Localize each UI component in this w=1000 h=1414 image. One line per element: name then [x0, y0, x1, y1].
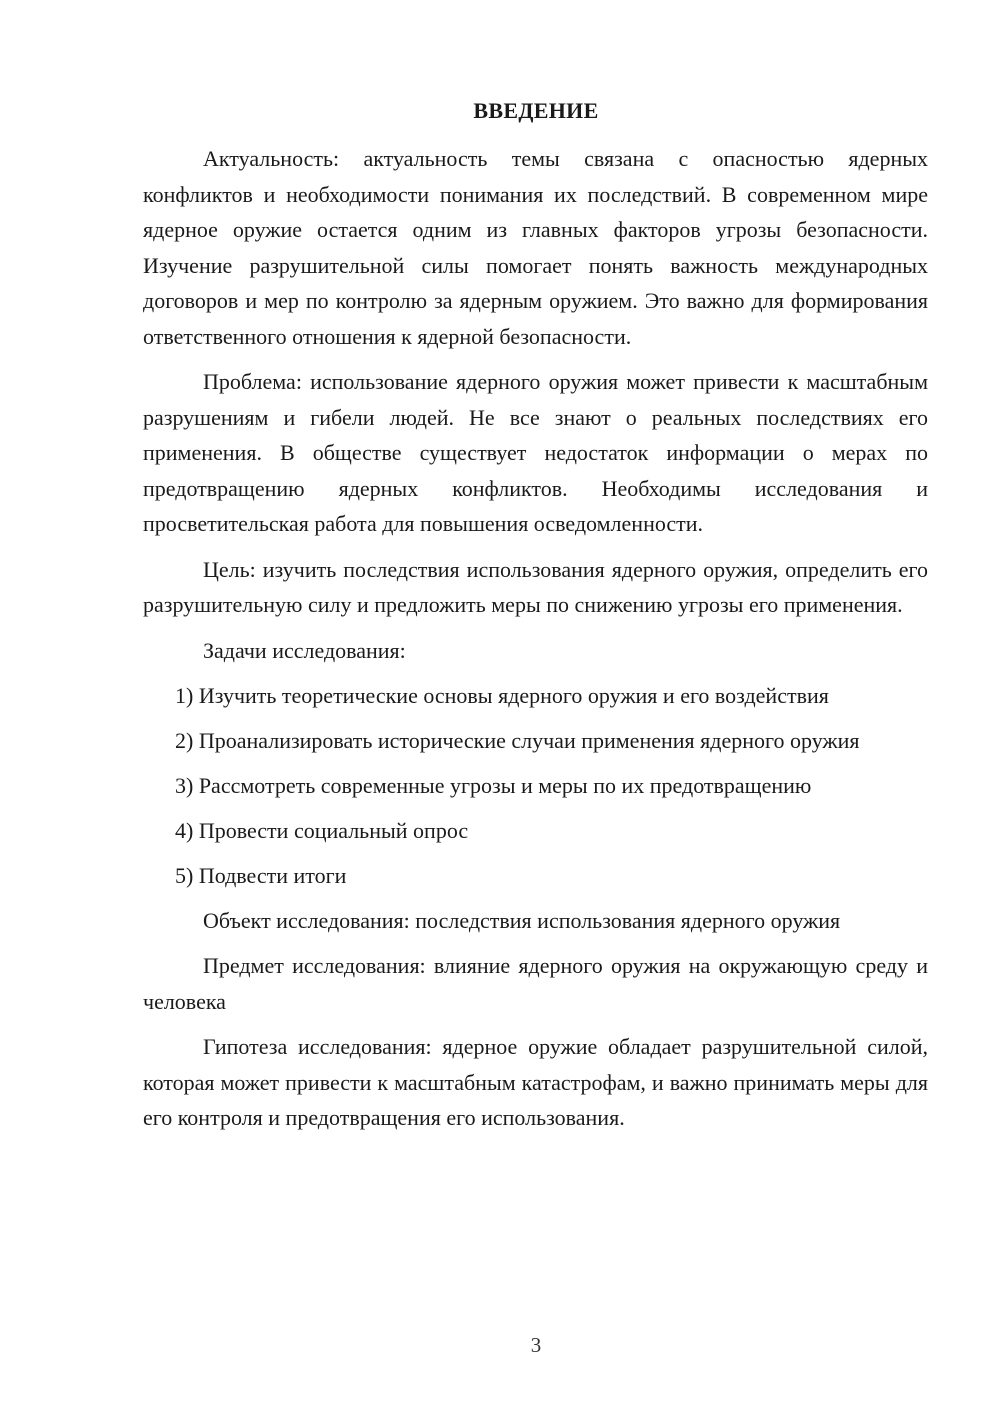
paragraph-subject: Предмет исследования: влияние ядерного оружия на окружающую среду и человека [143, 953, 928, 1014]
paragraph-problem: Проблема: использование ядерного оружия может привести к масштабным разрушениям и гибели людей. Не все знают о реальных последствиях его применения. В обществе существует недостаток информации о мерах по предотвращению ядерных конфликтов. Необходимы исследования и просветительская работа для повышения осведомленности. [143, 369, 928, 536]
task-item-1: 1) Изучить теоретические основы ядерного оружия и его воздействия [175, 682, 829, 708]
page-number: 3 [530, 1333, 542, 1357]
paragraph-object: Объект исследования: последствия использования ядерного оружия [203, 907, 841, 933]
page-title: ВВЕДЕНИЕ [473, 98, 599, 123]
paragraph-hypothesis: Гипотеза исследования: ядерное оружие обладает разрушительной силой, которая может привести к масштабным катастрофам, и важно принимать меры для его контроля и предотвращения его использования. [143, 1034, 928, 1130]
paragraph-goal: Цель: изучить последствия использования ядерного оружия, определить его разрушительную силу и предложить меры по снижению угрозы его применения. [143, 556, 928, 617]
document-body [143, 141, 928, 1136]
task-item-5: 5) Подвести итоги [175, 862, 347, 888]
task-item-4: 4) Провести социальный опрос [175, 817, 469, 843]
paragraph-relevance: Актуальность: актуальность темы связана с опасностью ядерных конфликтов и необходимости понимания их последствий. В современном мире ядерное оружие остается одним из главных факторов угрозы безопасности. Изучение разрушительной силы помогает понять важность международных договоров и мер по контролю за ядерным оружием. Это важно для формирования ответственного отношения к ядерной безопасности. [143, 146, 928, 349]
task-item-2: 2) Проанализировать исторические случаи применения ядерного оружия [175, 727, 860, 753]
task-item-3: 3) Рассмотреть современные угрозы и меры по их предотвращению [175, 772, 812, 798]
tasks-heading: Задачи исследования: [203, 637, 406, 663]
